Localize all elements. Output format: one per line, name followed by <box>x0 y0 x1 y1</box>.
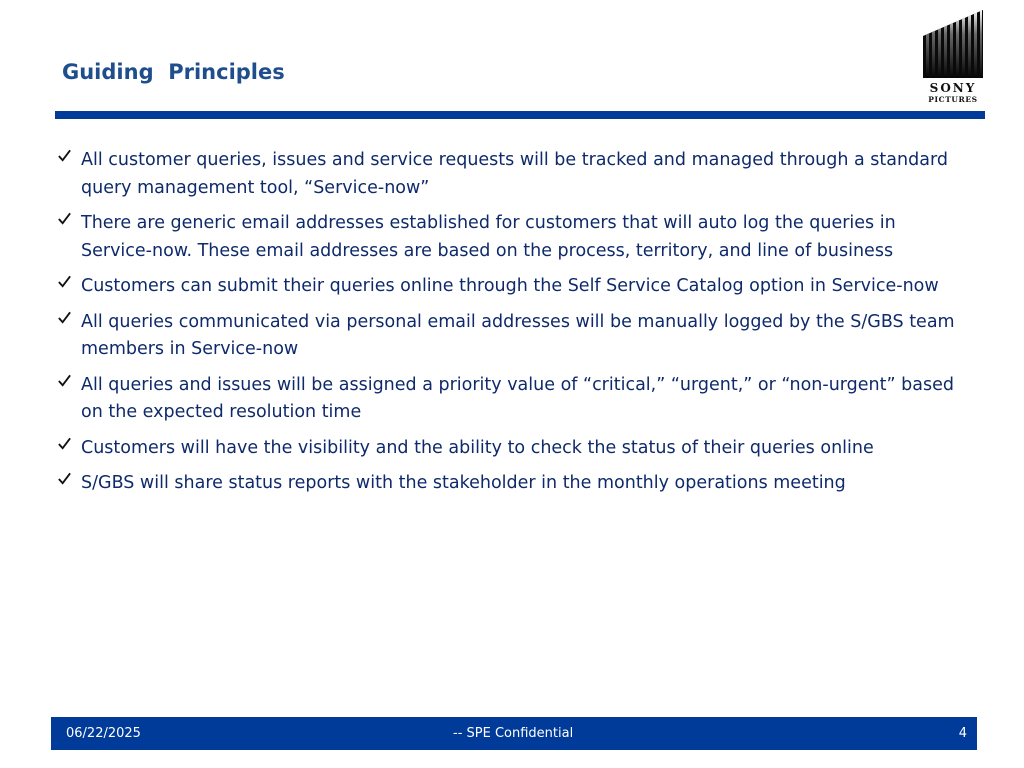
checkmark-icon <box>57 373 72 388</box>
footer-confidential: -- SPE Confidential <box>453 726 574 741</box>
checkmark-icon <box>57 274 72 289</box>
bullet-item <box>55 470 960 498</box>
page-number: 4 <box>958 726 967 741</box>
bullet-text: All customer queries, issues and service requests will be tracked and managed through a standard query management tool, “Service-now” <box>81 150 948 198</box>
bullet-item <box>55 372 960 427</box>
sony-pictures-logo <box>921 10 985 106</box>
bullet-text: Customers can submit their queries online through the Self Service Catalog option in Service-now <box>81 276 939 296</box>
checkmark-icon <box>57 471 72 486</box>
slide-footer <box>51 717 977 750</box>
bullet-item <box>55 309 960 364</box>
bullet-list <box>55 147 960 506</box>
bullet-text: S/GBS will share status reports with the stakeholder in the monthly operations meeting <box>81 473 846 493</box>
checkmark-icon <box>57 148 72 163</box>
bullet-text: There are generic email addresses established for customers that will auto log the queries in Service-now. These email addresses are based on the process, territory, and line of business <box>81 213 896 261</box>
bullet-text: Customers will have the visibility and the ability to check the status of their queries online <box>81 437 874 458</box>
slide-title: Guiding Principles <box>62 60 285 84</box>
bullet-text: All queries and issues will be assigned a priority value of “critical,” “urgent,” or “non-urgent” based on the expected resolution time <box>81 374 954 422</box>
bullet-item <box>55 435 960 463</box>
bullet-item <box>55 147 960 202</box>
title-divider <box>55 111 985 119</box>
logo-subtitle: PICTURES <box>928 95 978 104</box>
checkmark-icon <box>57 436 72 451</box>
checkmark-icon <box>57 310 72 325</box>
logo-wordmark: SONY <box>929 81 977 95</box>
bullet-text: All queries communicated via personal email addresses will be manually logged by the S/GBS team members in Service-now <box>81 311 955 359</box>
checkmark-icon <box>57 211 72 226</box>
bullet-item <box>55 273 960 301</box>
bullet-item <box>55 210 960 265</box>
footer-date: 06/22/2025 <box>66 726 141 741</box>
